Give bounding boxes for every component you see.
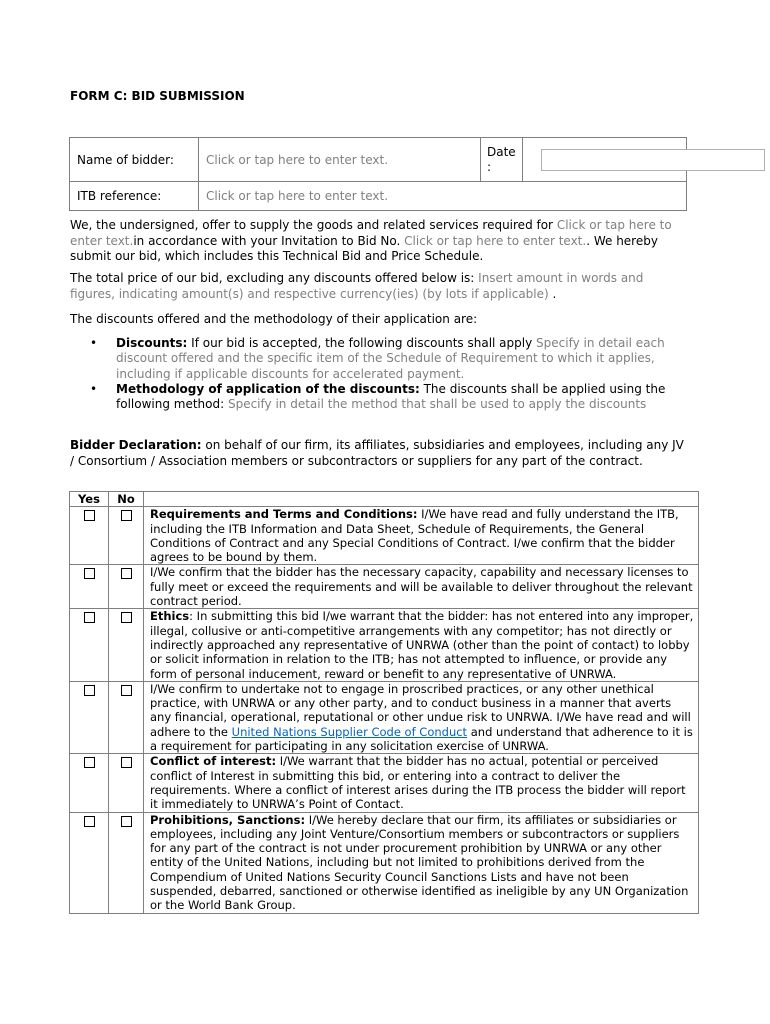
date-label: Date : [481, 138, 523, 182]
bidder-declaration-text: on behalf of our firm, its affiliates, subsidiaries and employees, including any JV / Consortium / Association members or subcontractors or suppliers for any part of the contract. [70, 438, 684, 468]
bidder-declaration [70, 438, 690, 469]
supplier-code-link[interactable]: United Nations Supplier Code of Conduct [231, 724, 468, 739]
statement-cell [144, 609, 699, 681]
yes-checkbox[interactable] [84, 612, 95, 623]
discounts-label: Discounts: [116, 336, 188, 350]
statement-text-2: and understand that adherence to it is a requirement for participating in any solicitation exercise of UNRWA. [150, 724, 693, 754]
list-item [70, 382, 690, 413]
name-of-bidder-label: Name of bidder: [70, 138, 199, 182]
statement-title: Ethics [150, 609, 190, 624]
statement-text: : In submitting this bid I/we warrant that the bidder: has not entered into any improper, illegal, collusive or anti-competitive arrangements with any competitor; has not directly or indirectly approached any representative of UNRWA (other than the point of contact) to lobby or solicit information in relation to the ITB; has not attempted to influence, or provide any form of personal inducement, reward or benefit to any representative of UNRWA. [150, 609, 694, 681]
table-row [70, 681, 699, 753]
no-column-header: No [109, 492, 144, 507]
goods-placeholder[interactable]: Click or tap here to enter text. [70, 218, 672, 248]
methodology-text: The discounts shall be applied using the following method: [116, 381, 666, 412]
statement-title: Prohibitions, Sanctions: [150, 812, 306, 827]
itb-reference-field[interactable]: Click or tap here to enter text. [199, 182, 687, 211]
offer-text-3: . We hereby submit our bid, which includes this Technical Bid and Price Schedule. [70, 233, 658, 263]
list-item [70, 336, 690, 382]
statement-text: I/We confirm that the bidder has the necessary capacity, capability and necessary licenses to fully meet or exceed the requirements and will be available to deliver throughout the relevant contract period. [150, 565, 693, 609]
table-row [70, 565, 699, 609]
yes-column-header: Yes [70, 492, 109, 507]
price-text: The total price of our bid, excluding any discounts offered below is: [70, 271, 479, 285]
yes-checkbox[interactable] [84, 685, 95, 696]
declaration-table [69, 491, 699, 914]
statement-text: I/We warrant that the bidder has no actual, potential or perceived conflict of Interest in submitting this bid, or entering into a contract to deliver the requirements. Where a conflict of interest arises during the ITB process the bidder will report it immediately to UNRWA’s Point of Contact. [150, 754, 686, 812]
name-of-bidder-field[interactable]: Click or tap here to enter text. [199, 138, 481, 182]
table-row [70, 609, 699, 681]
table-row [70, 507, 699, 565]
yes-checkbox[interactable] [84, 816, 95, 827]
no-checkbox[interactable] [121, 612, 132, 623]
form-title: FORM C: BID SUBMISSION [70, 89, 245, 103]
statement-cell [144, 681, 699, 753]
table-row [70, 754, 699, 812]
discounts-text: If our bid is accepted, the following discounts shall apply [187, 336, 537, 350]
bidder-declaration-label: Bidder Declaration: [70, 438, 202, 452]
itb-reference-label: ITB reference: [70, 182, 199, 211]
statement-cell [144, 812, 699, 913]
discounts-placeholder[interactable]: Specify in detail each discount offered and the specific item of the Schedule of Requirement to which it applies, including if applicable discounts for accelerated payment. [116, 336, 665, 381]
discounts-intro: The discounts offered and the methodology of their application are: [70, 312, 478, 326]
no-checkbox[interactable] [121, 816, 132, 827]
table-row [70, 812, 699, 913]
statement-cell [144, 754, 699, 812]
no-checkbox[interactable] [121, 568, 132, 579]
statement-cell [144, 507, 699, 565]
offer-text-2: in accordance with your Invitation to Bid No. [133, 233, 405, 248]
statement-title: Requirements and Terms and Conditions: [150, 507, 418, 522]
statement-column-header [144, 492, 699, 507]
statement-text: I/We hereby declare that our firm, its affiliates or subsidiaries or employees, including any Joint Venture/Consortium members or subcontractors or suppliers for any part of the contract is not under procurement prohibition by UNRWA or any other entity of the United Nations, including but not limited to prohibitions derived from the Compendium of United Nations Security Council Sanctions Lists and have not been suspended, debarred, sanctioned or otherwise identified as ineligible by any UN Organization or the World Bank Group. [150, 812, 689, 913]
statement-cell [144, 565, 699, 609]
statement-title: Conflict of interest: [150, 754, 277, 769]
yes-checkbox[interactable] [84, 510, 95, 521]
discounts-list [70, 336, 690, 412]
price-text-end: . [548, 286, 557, 301]
offer-paragraph [70, 218, 690, 265]
yes-checkbox[interactable] [84, 757, 95, 768]
price-paragraph [70, 271, 690, 302]
bullet-icon: • [90, 381, 98, 396]
date-input[interactable] [541, 149, 765, 171]
no-checkbox[interactable] [121, 757, 132, 768]
statement-text: I/We have read and fully understand the ITB, including the ITB Information and Data Sheet, Schedule of Requirements, the General Conditions of Contract and any Special Conditions of Contract. I/we confirm that the bidder agrees to be bound by them. [150, 507, 679, 565]
itb-number-placeholder[interactable]: Click or tap here to enter text. [404, 233, 587, 248]
no-checkbox[interactable] [121, 685, 132, 696]
yes-checkbox[interactable] [84, 568, 95, 579]
offer-text: We, the undersigned, offer to supply the goods and related services required for [70, 218, 557, 232]
price-placeholder[interactable]: Insert amount in words and figures, indicating amount(s) and respective currency(ies) (by lots if applicable) [70, 271, 644, 301]
methodology-placeholder[interactable]: Specify in detail the method that shall be used to apply the discounts [227, 397, 647, 412]
bullet-icon: • [90, 336, 98, 350]
statement-text: I/We confirm to undertake not to engage in proscribed practices, or any other unethical practice, with UNRWA or any other party, and to conduct business in a manner that averts any financial, operational, reputational or other undue risk to UNRWA. I/We have read and will adhere to the [150, 681, 691, 739]
no-checkbox[interactable] [121, 510, 132, 521]
methodology-label: Methodology of application of the discounts: [116, 381, 420, 396]
